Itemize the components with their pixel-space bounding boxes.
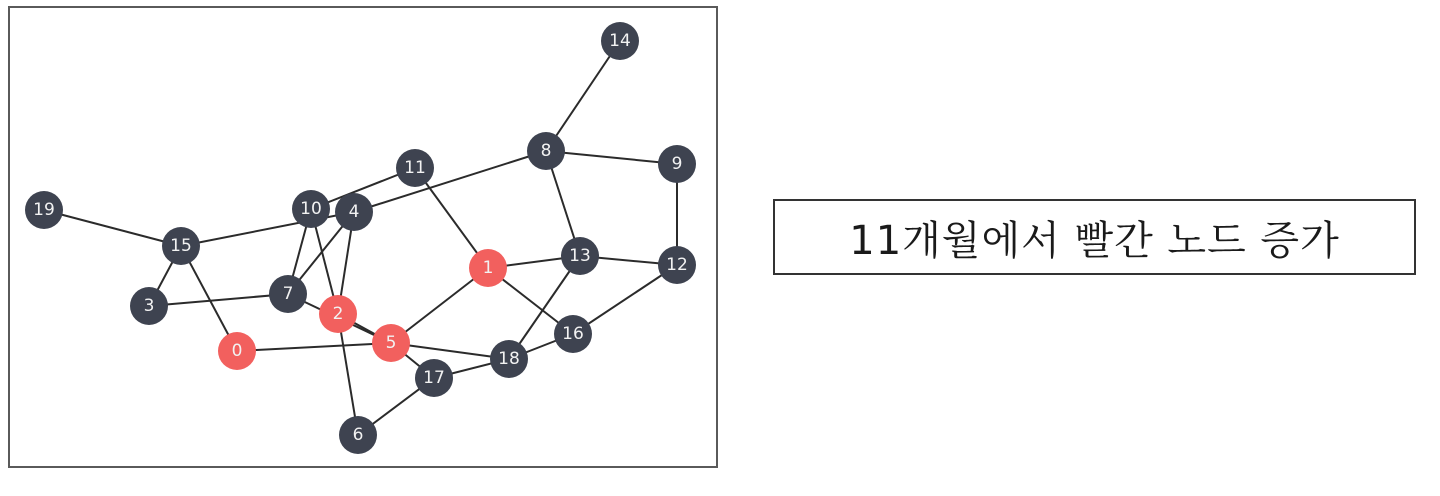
nodes-layer: [25, 22, 696, 454]
node-16: [554, 315, 592, 353]
node-label-15: 15: [170, 236, 192, 256]
node-label-4: 4: [348, 202, 360, 222]
node-label-16: 16: [562, 324, 584, 344]
node-17: [415, 359, 453, 397]
node-4: [335, 193, 373, 231]
node-label-0: 0: [231, 341, 243, 361]
node-label-19: 19: [33, 200, 55, 220]
node-19: [25, 191, 63, 229]
node-label-17: 17: [423, 368, 445, 388]
node-12: [658, 246, 696, 284]
caption-box: [773, 199, 1416, 275]
node-0: [218, 332, 256, 370]
node-14: [601, 22, 639, 60]
node-label-18: 18: [498, 349, 520, 369]
node-label-7: 7: [282, 284, 294, 304]
node-label-10: 10: [300, 199, 322, 219]
node-6: [339, 416, 377, 454]
node-8: [527, 132, 565, 170]
node-11: [396, 149, 434, 187]
caption-text: 11개월에서 빨간 노드 증가: [849, 217, 1340, 264]
node-18: [490, 340, 528, 378]
node-7: [269, 275, 307, 313]
node-label-13: 13: [569, 246, 591, 266]
node-label-9: 9: [671, 154, 683, 174]
node-2: [319, 295, 357, 333]
node-label-3: 3: [143, 296, 155, 316]
node-label-8: 8: [540, 141, 552, 161]
node-13: [561, 237, 599, 275]
edge-8-14: [546, 41, 620, 151]
node-3: [130, 287, 168, 325]
node-label-6: 6: [352, 425, 364, 445]
node-9: [658, 145, 696, 183]
node-label-5: 5: [385, 333, 397, 353]
node-label-11: 11: [404, 158, 426, 178]
node-label-1: 1: [482, 258, 494, 278]
edge-8-9: [546, 151, 677, 164]
node-1: [469, 249, 507, 287]
edge-19-15: [44, 210, 181, 246]
edge-0-5: [237, 343, 391, 351]
node-5: [372, 324, 410, 362]
node-10: [292, 190, 330, 228]
node-15: [162, 227, 200, 265]
node-label-2: 2: [332, 304, 344, 324]
node-label-12: 12: [666, 255, 688, 275]
node-label-14: 14: [609, 31, 631, 51]
edge-3-7: [149, 294, 288, 306]
